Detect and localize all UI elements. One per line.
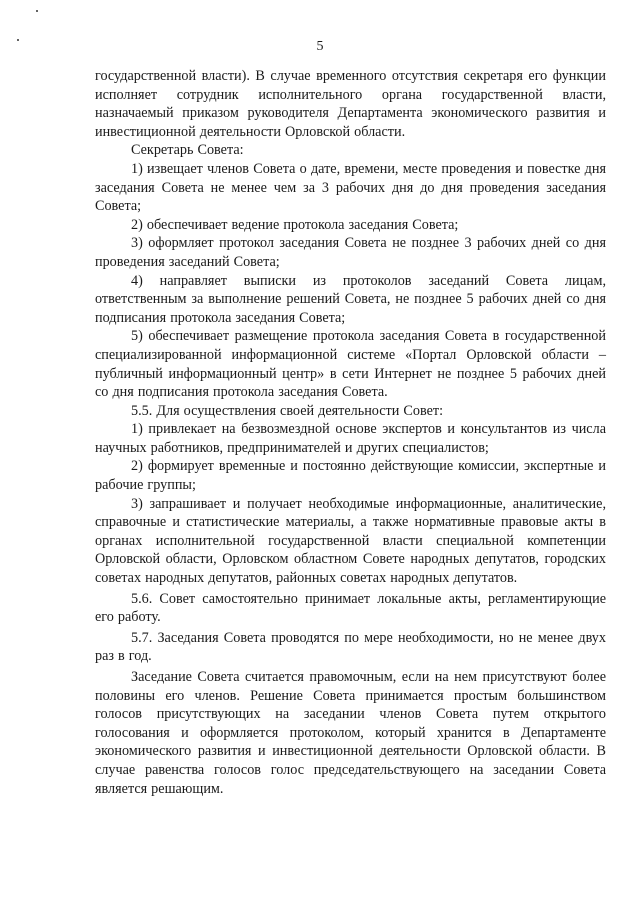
paragraph-secretary-heading: Секретарь Совета: [131, 142, 244, 159]
paragraph-section-5-6: 5.6. Совет самостоятельно принимает локальные акты, регламентирующие его работу. [95, 590, 606, 626]
paragraph-secretary-item-4: 4) направляет выписки из протоколов заседаний Совета лицам, ответственным за выполнение решений Совета, не позднее 5 рабочих дней со дня подписания протокола заседания Совета; [95, 272, 606, 326]
paragraph-council-item-1: 1) привлекает на безвозмездной основе экспертов и консультантов из числа научных работников, предпринимателей и других специалистов; [95, 421, 606, 456]
paragraph-council-item-2: 2) формирует временные и постоянно действующие комиссии, экспертные и рабочие группы; [95, 458, 606, 494]
paragraph-section-5-5: 5.5. Для осуществления своей деятельности Совет: [131, 402, 444, 419]
paragraph-section-5-7: 5.7. Заседания Совета проводятся по мере необходимости, но не менее двух раз в год. [95, 629, 606, 665]
paragraph-secretary-item-2: 2) обеспечивает ведение протокола заседания Совета; [131, 216, 459, 233]
document-body [95, 67, 606, 798]
paragraph-secretary-item-1: 1) извещает членов Совета о дате, времени, месте проведения и повестке дня заседания Совета не менее чем за 3 рабочих дня до дня проведения заседания Совета; [95, 160, 606, 215]
paragraph-secretary-item-3: 3) оформляет протокол заседания Совета не позднее 3 рабочих дней со дня проведения заседаний Совета; [95, 235, 606, 270]
paragraph-council-item-3: 3) запрашивает и получает необходимые информационные, аналитические, справочные и статистические материалы, а также нормативные правовые акты в органах исполнительной государственной власти специальной компетенции Орловской области, Орловском областном Совете народных депутатов, городских советах народных депутатов, районных советах народных депутатов. [95, 495, 606, 587]
scan-speck [36, 10, 38, 12]
paragraph-secretary-item-5: 5) обеспечивает размещение протокола заседания Совета в государственной специализированной информационной системе «Портал Орловской области – публичный информационный центр» в сети Интернет не позднее 5 рабочих дней со дня подписания протокола заседания Совета. [95, 328, 606, 401]
page-number: 5 [316, 39, 324, 54]
paragraph-quorum: Заседание Совета считается правомочным, если на нем присутствуют более половины его членов. Решение Совета принимается простым большинством голосов присутствующих на заседании членов Совета путем открытого голосования и оформляется протоколом, который хранится в Департаменте экономического развития и инвестиционной деятельности Орловской области. В случае равенства голосов голос председательствующего на заседании Совета является решающим. [95, 669, 606, 797]
paragraph-continuation: государственной власти). В случае временного отсутствия секретаря его функции исполняет сотрудник исполнительного органа государственной власти, назначаемый приказом руководителя Департамента экономического развития и инвестиционной деятельности Орловской области. [95, 68, 606, 140]
